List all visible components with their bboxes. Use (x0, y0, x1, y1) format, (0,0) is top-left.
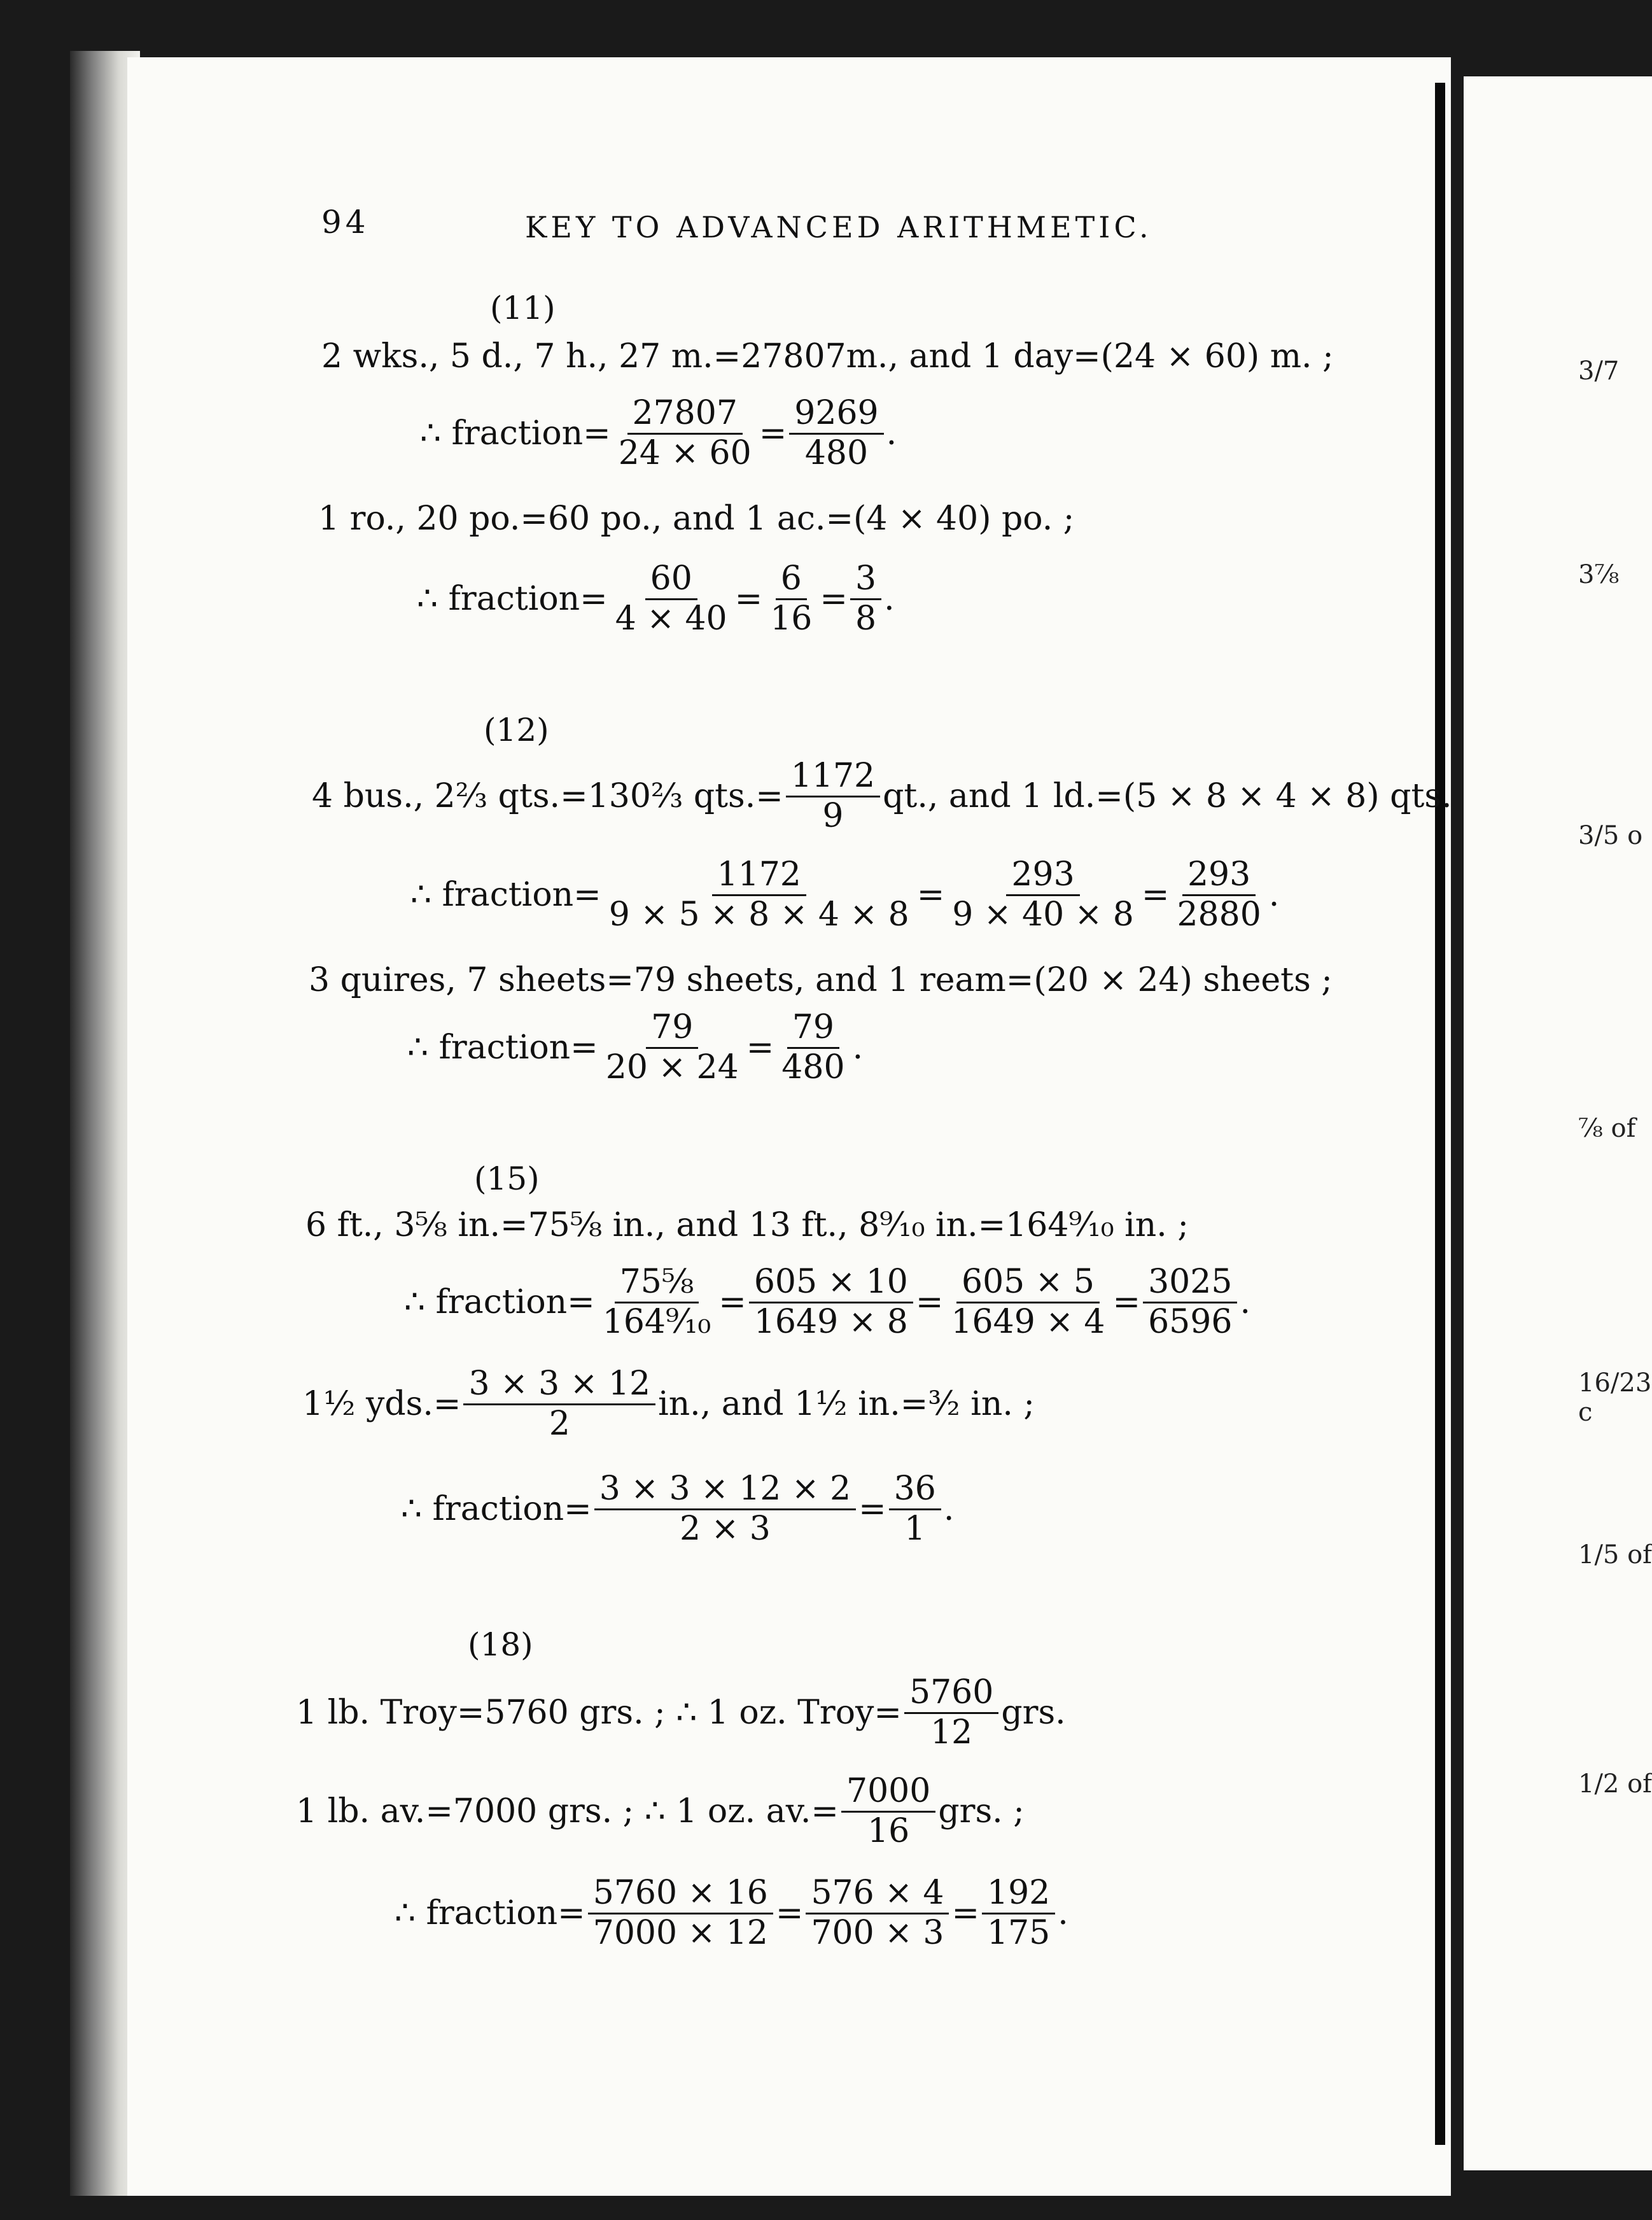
fraction-equation: ∴ fraction= $\frac{60}{4 \times 40}$ = $\frac{6}{16}$ = $\frac{3}{8}$ . (417, 559, 895, 638)
problem-label: (11) (490, 290, 556, 327)
facing-page-text: 1/2 of (1578, 1769, 1652, 1799)
fraction: $\frac{5760}{12}$ (904, 1674, 998, 1752)
facing-page-text: 1/5 of (1578, 1540, 1652, 1570)
facing-page-text: 3⅞ (1578, 560, 1620, 589)
running-title: KEY TO ADVANCED ARITHMETIC. (525, 210, 1152, 244)
fraction: $\frac{192}{175}$ (982, 1874, 1055, 1953)
text-line: 1 lb. Troy=5760 grs. ; ∴ 1 oz. Troy= $\frac{5760}{12}$ grs. (296, 1673, 1066, 1752)
fraction: $\frac{3 \times 3 \times 12}{2}$ (463, 1365, 655, 1444)
text-line: 6 ft., 3⅝ in.=75⅝ in., and 13 ft., 8⁹⁄₁₀ in.=164⁹⁄₁₀ in. ; (305, 1206, 1189, 1244)
fraction: $\frac{3025}{6596}$ (1143, 1263, 1237, 1342)
fraction: $\frac{\text{75⅝}}{\text{164⁹⁄₁₀}}$ (602, 1263, 711, 1341)
fraction: $\frac{1172}{9 \times 5 \times 8 \times 4 \times 8}$ (608, 855, 909, 934)
fraction: $\frac{576 \times 4}{700 \times 3}$ (806, 1874, 949, 1953)
fraction: $\frac{9269}{480}$ (789, 395, 883, 473)
facing-page-text: 16/23 c (1578, 1368, 1652, 1427)
facing-page-text: 3/7 (1578, 356, 1620, 386)
book-spine (1435, 83, 1445, 2145)
fraction: $\frac{3}{8}$ (850, 560, 881, 638)
text-line: 2 wks., 5 d., 7 h., 27 m.=27807m., and 1 day=(24 × 60) m. ; (321, 337, 1334, 376)
fraction-equation: ∴ fraction= $\frac{1172}{9 \times 5 \times 8 \times 4 \times 8}$ = $\frac{293}{9 \times 40 \times 8}$ = $\frac{293}{2880}$ . (410, 855, 1280, 934)
problem-label: (18) (468, 1626, 533, 1663)
fraction: $\frac{3 \times 3 \times 12 \times 2}{2 \times 3}$ (594, 1470, 856, 1549)
fraction-equation: ∴ fraction= $\frac{\text{75⅝}}{\text{164⁹⁄₁₀}}$ = $\frac{605 \times 10}{1649 \times 8}$ = $\frac{605 \times 5}{1649 \times 4}$ = $\frac{3025}{6596}$ . (404, 1263, 1250, 1341)
text-line: 1 lb. av.=7000 grs. ; ∴ 1 oz. av.= $\frac{7000}{16}$ grs. ; (296, 1772, 1025, 1850)
fraction: $\frac{36}{1}$ (889, 1470, 941, 1549)
facing-page-text: 3/5 o (1578, 821, 1643, 850)
fraction: $\frac{605 \times 10}{1649 \times 8}$ (749, 1263, 913, 1342)
fraction-equation: ∴ fraction= $\frac{79}{20 \times 24}$ = $\frac{79}{480}$ . (407, 1008, 864, 1086)
fraction: $\frac{605 \times 5}{1649 \times 4}$ (951, 1263, 1105, 1341)
fraction: $\frac{79}{20 \times 24}$ (605, 1008, 739, 1086)
fraction: $\frac{79}{480}$ (781, 1008, 845, 1086)
fraction: $\frac{7000}{16}$ (841, 1773, 935, 1851)
fraction-equation: ∴ fraction= $\frac{3 \times 3 \times 12 \times 2}{2 \times 3}$ = $\frac{36}{1}$ . (401, 1470, 955, 1548)
problem-label: (12) (484, 712, 549, 748)
fraction-equation: ∴ fraction= $\frac{27807}{24 \times 60}$ = $\frac{9269}{480}$ . (420, 394, 897, 472)
text-line: 1½ yds.= $\frac{3 \times 3 \times 12}{2}$ in., and 1½ in.=³⁄₂ in. ; (302, 1365, 1035, 1443)
fraction: $\frac{293}{9 \times 40 \times 8}$ (952, 855, 1134, 934)
text-line: 4 bus., 2⅔ qts.=130⅔ qts.= $\frac{1172}{9}$ qt., and 1 ld.=(5 × 8 × 4 × 8) qts. (312, 757, 1452, 835)
fraction: $\frac{293}{2880}$ (1177, 855, 1261, 934)
fraction: $\frac{1172}{9}$ (786, 757, 880, 836)
page-number: 94 (321, 204, 370, 241)
fraction: $\frac{6}{16}$ (770, 559, 813, 638)
text-line: 1 ro., 20 po.=60 po., and 1 ac.=(4 × 40) po. ; (318, 500, 1075, 538)
fraction: $\frac{60}{4 \times 40}$ (615, 559, 727, 638)
facing-page-text: ⅞ of (1578, 1114, 1636, 1143)
fraction: $\frac{27807}{24 \times 60}$ (618, 394, 752, 472)
fraction: $\frac{5760 \times 16}{7000 \times 12}$ (588, 1874, 773, 1953)
text-line: 3 quires, 7 sheets=79 sheets, and 1 ream=(20 × 24) sheets ; (309, 961, 1333, 999)
problem-label: (15) (474, 1160, 540, 1197)
fraction-equation: ∴ fraction= $\frac{5760 \times 16}{7000 \times 12}$ = $\frac{576 \times 4}{700 \times 3}$ = $\frac{192}{175}$ . (395, 1874, 1068, 1952)
